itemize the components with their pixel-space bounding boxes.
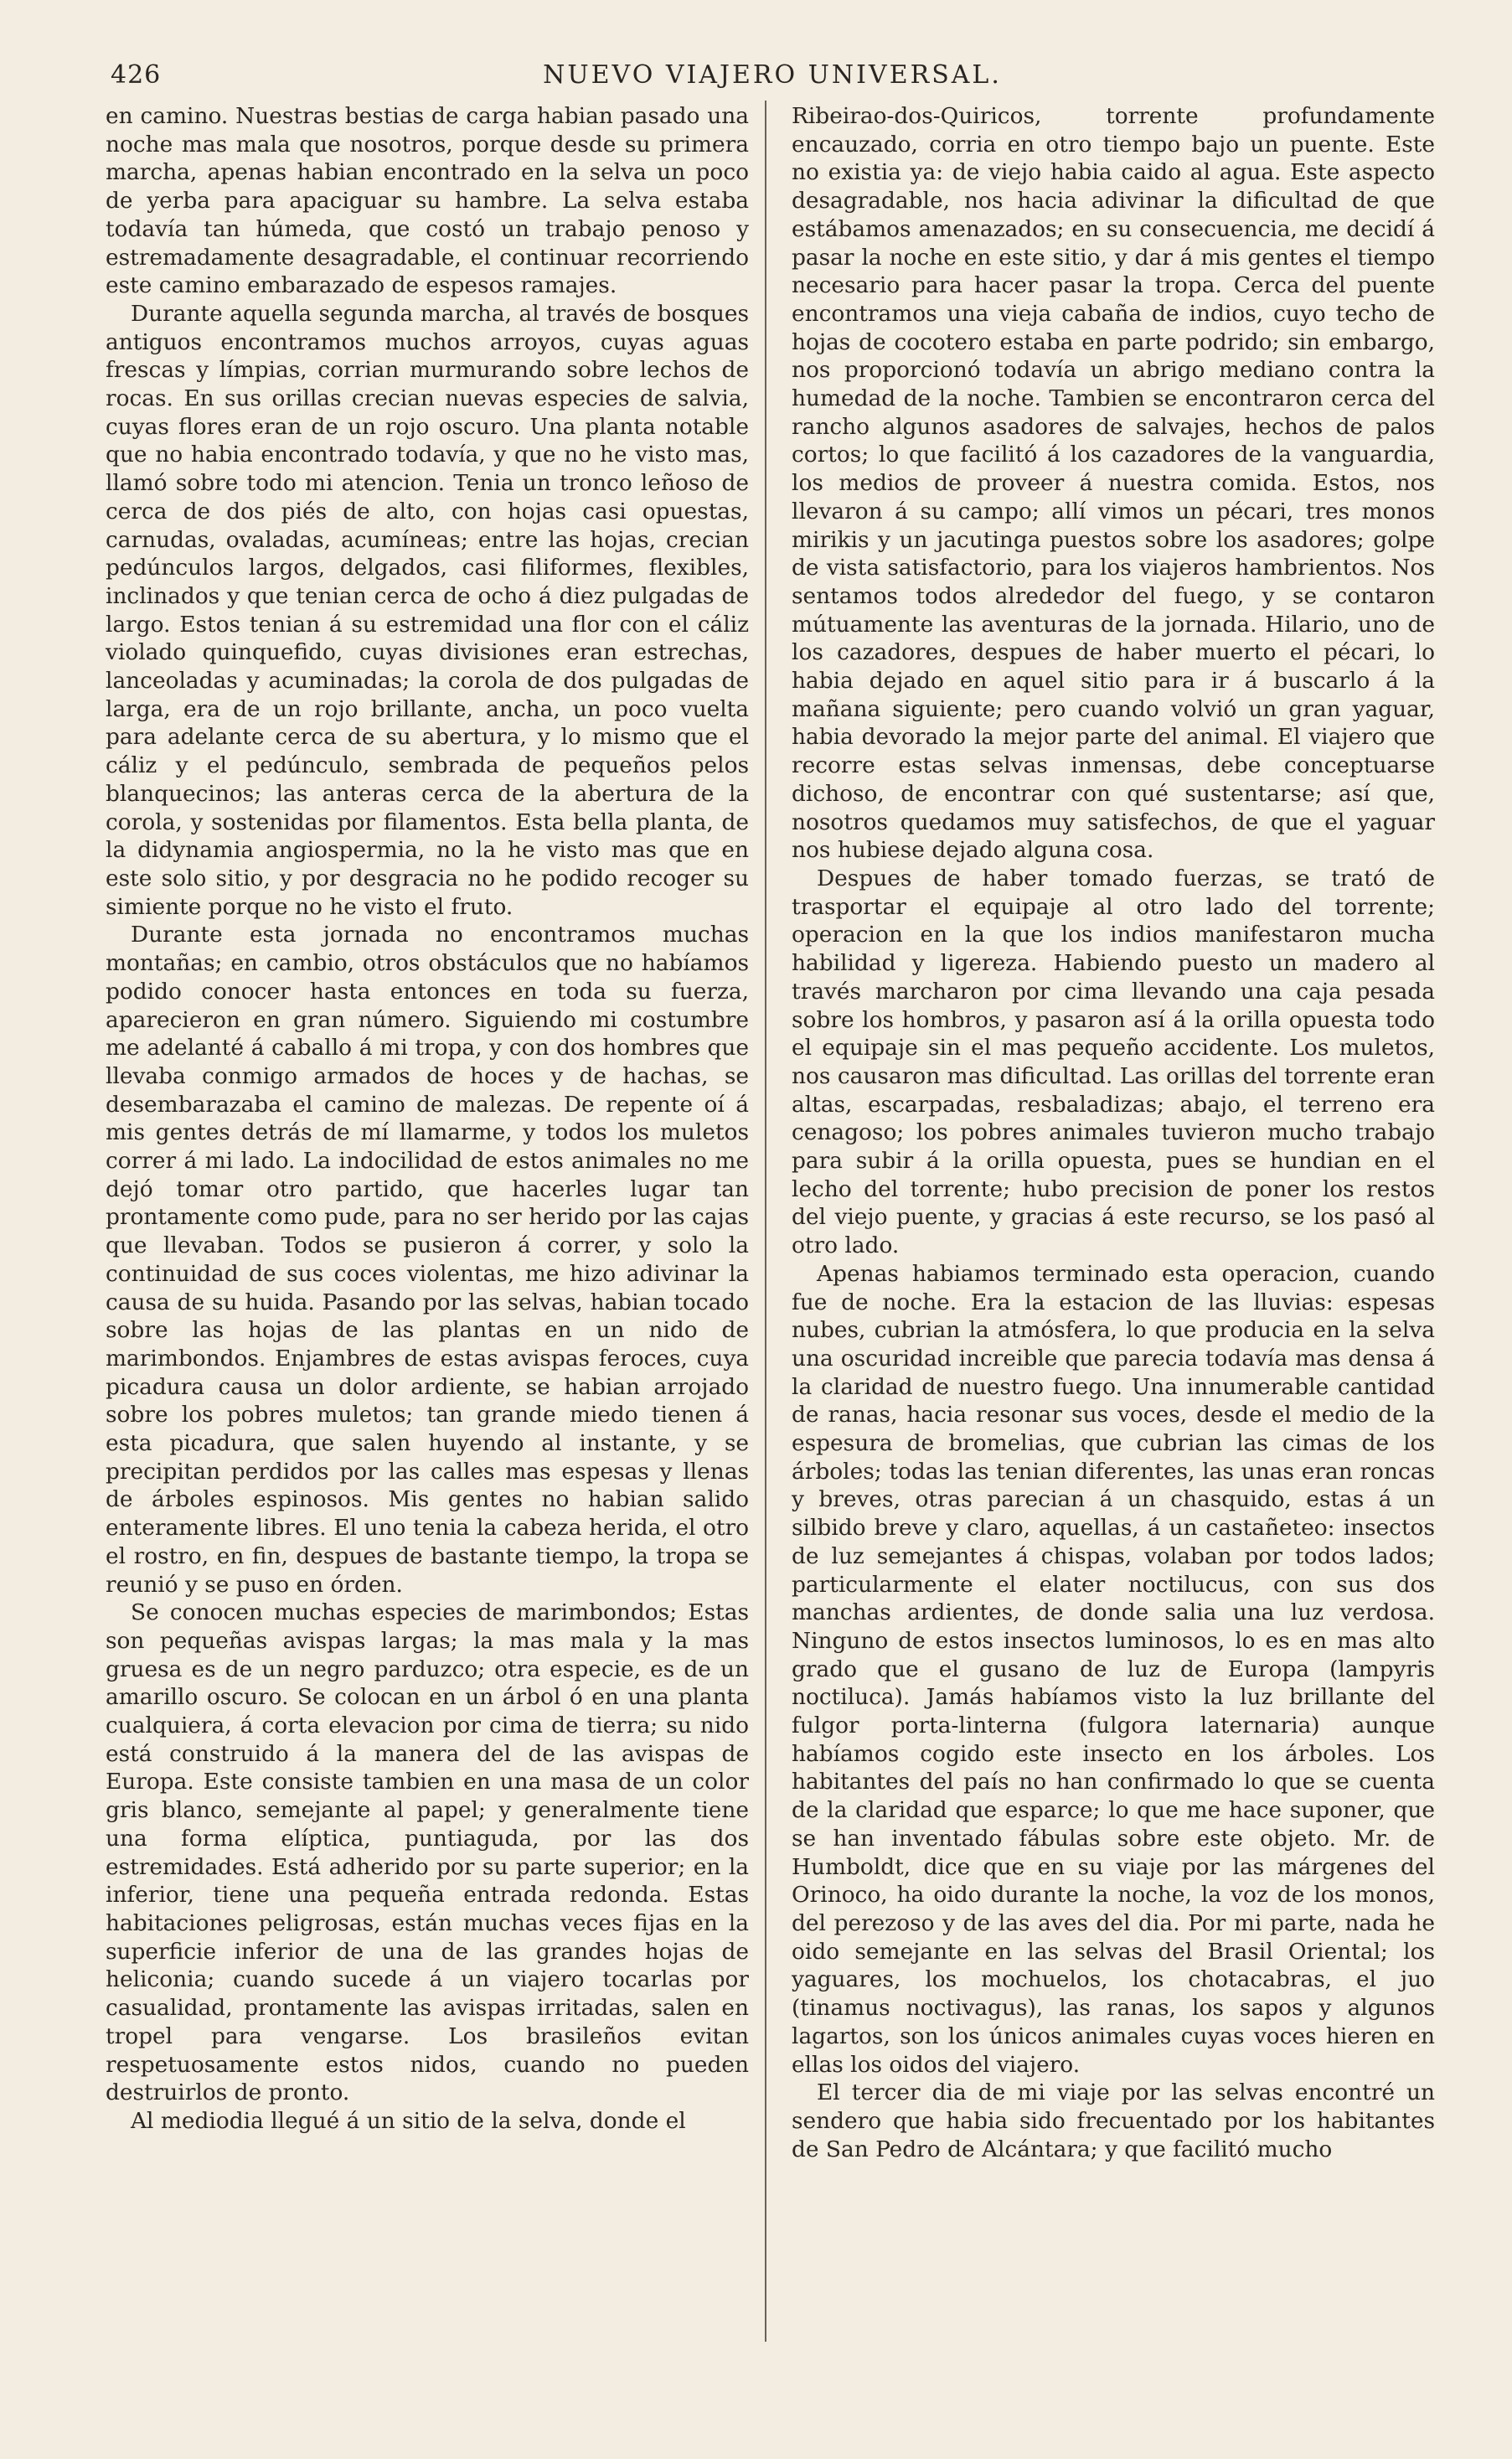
paragraph: Durante esta jornada no encontramos muchas montañas; en cambio, otros obstáculos que no habíamos podido conocer hasta entonces en toda su fuerza, aparecieron en gran número. Siguiendo mi costumbre me adelanté á caballo á mi tropa, y con dos hombres que llevaba conmigo armados de hoces y de hachas, se desembarazaba el camino de malezas. De repente oí á mis gentes detrás de mí llamarme, y todos los muletos correr á mi lado. La indocilidad de estos animales no me dejó tomar otro partido, que hacerles lugar tan prontamente como pude, para no ser herido por las cajas que llevaban. Todos se pusieron á correr, y solo la continuidad de sus coces violentas, me hizo adivinar la causa de su huida. Pasando por las selvas, habian tocado sobre las hojas de las plantas en un nido de marimbondos. Enjambres de estas avispas feroces, cuya picadura causa un dolor ardiente, se habian arrojado sobre los pobres muletos; tan grande miedo tienen á esta picadura, que salen huyendo al instante, y se precipitan perdidos por las calles mas espesas y llenas de árboles espinosos. Mis gentes no habian salido enteramente libres. El uno tenia la cabeza herida, el otro el rostro, en fin, despues de bastante tiempo, la tropa se reunió y se puso en órden. [106,922,749,1598]
running-title: NUEVO VIAJERO UNIVERSAL. [543,60,1002,90]
paragraph: Apenas habiamos terminado esta operacion, cuando fue de noche. Era la estacion de las lluvias: espesas nubes, cubrian la atmósfera, lo que producia en la selva una oscuridad increible que parecia todavía mas densa á la claridad de nuestro fuego. Una innumerable cantidad de ranas, hacia resonar sus voces, desde el medio de la espesura de bromelias, que cubrian las cimas de los árboles; todas las tenian diferentes, las unas eran roncas y breves, otras parecian á un chasquido, estas á un silbido breve y claro, aquellas, á un castañeteo: insectos de luz semejantes á chispas, volaban por todos lados; particularmente el elater noctilucus, con sus dos manchas ardientes, de donde salia una luz verdosa. Ninguno de estos insectos luminosos, lo es en mas alto grado que el gusano de luz de Europa (lampyris noctiluca). Jamás habíamos visto la luz brillante del fulgor porta-linterna (fulgora laternaria) aunque habíamos cogido este insecto en los árboles. Los habitantes del país no han confirmado lo que se cuenta de la claridad que esparce; lo que me hace suponer, que se han inventado fábulas sobre este objeto. Mr. de Humboldt, dice que en su viaje por las márgenes del Orinoco, ha oido durante la noche, la voz de los monos, del perezoso y de las aves del dia. Por mi parte, nada he oido semejante en las selvas del Brasil Oriental; los yaguares, los mochuelos, los chotacabras, el juo (tinamus noctivagus), las ranas, los sapos y algunos lagartos, son los únicos animales cuyas voces hieren en ellas los oidos del viajero. [792,1260,1435,2078]
page-header [111,57,1434,104]
paragraph: Se conocen muchas especies de marimbondos; Estas son pequeñas avispas largas; la mas mala y la mas gruesa es de un negro parduzco; otra especie, es de un amarillo oscuro. Se colocan en un árbol ó en una planta cualquiera, á corta elevacion por cima de tierra; su nido está construido á la manera del de las avispas de Europa. Este consiste tambien en una masa de un color gris blanco, semejante al papel; y generalmente tiene una forma elíptica, puntiaguda, por las dos estremidades. Está adherido por su parte superior; en la inferior, tiene una pequeña entrada redonda. Estas habitaciones peligrosas, están muchas veces fijas en la superficie inferior de una de las grandes hojas de heliconia; cuando sucede á un viajero tocarlas por casualidad, prontamente las avispas irritadas, salen en tropel para vengarse. Los brasileños evitan respetuosamente estos nidos, cuando no pueden destruirlos de pronto. [106,1599,749,2106]
paragraph: Ribeirao-dos-Quiricos, torrente profundamente encauzado, corria en otro tiempo bajo un puente. Este no existia ya: de viejo habia caido al agua. Este aspecto desagradable, nos hacia adivinar la dificultad de que estábamos amenazados; en su consecuencia, me decidí á pasar la noche en este sitio, y dar á mis gentes el tiempo necesario para hacer pasar la tropa. Cerca del puente encontramos una vieja cabaña de indios, cuyo techo de hojas de cocotero estaba en parte podrido; sin embargo, nos proporcionó todavía un abrigo mediano contra la humedad de la noche. Tambien se encontraron cerca del rancho algunos asadores de salvajes, hechos de palos cortos; lo que facilitó á los cazadores de la vanguardia, los medios de proveer á nuestra comida. Estos, nos llevaron á su campo; allí vimos un pécari, tres monos mirikis y un jacutinga puestos sobre los asadores; golpe de vista satisfactorio, para los viajeros hambrientos. Nos sentamos todos alrededor del fuego, y se contaron mútuamente las aventuras de la jornada. Hilario, uno de los cazadores, despues de haber muerto el pécari, lo habia dejado en aquel sitio para ir á buscarlo á la mañana siguiente; pero cuando volvió un gran yaguar, habia devorado la mejor parte del animal. El viajero que recorre estas selvas inmensas, debe conceptuarse dichoso, de encontrar con qué sustentarse; así que, nosotros quedamos muy satisfechos, de que el yaguar nos hubiese dejado alguna cosa. [792,103,1435,864]
paragraph: Al mediodia llegué á un sitio de la selva, donde el [131,2107,686,2134]
paragraph: Durante aquella segunda marcha, al través de bosques antiguos encontramos muchos arroyos, cuyas aguas frescas y límpias, corrian murmurando sobre lechos de rocas. En sus orillas crecian nuevas especies de salvia, cuyas flores eran de un rojo oscuro. Una planta notable que no habia encontrado todavía, y que no he visto mas, llamó sobre todo mi atencion. Tenia un tronco leñoso de cerca de dos piés de alto, con hojas casi opuestas, carnudas, ovaladas, acumíneas; entre las hojas, crecian pedúnculos largos, delgados, casi filiformes, flexibles, inclinados y que tenian cerca de ocho á diez pulgadas de largo. Estos tenian á su estremidad una flor con el cáliz violado quinquefido, cuyas divisiones eran estrechas, lanceoladas y acuminadas; la corola de dos pulgadas de larga, era de un rojo brillante, ancha, un poco vuelta para adelante cerca de su abertura, y lo mismo que el cáliz y el pedúnculo, sembrada de pequeños pelos blanquecinos; las anteras cerca de la abertura de la corola, y sostenidas por filamentos. Esta bella planta, de la didynamia angiospermia, no la he visto mas que en este solo sitio, y por desgracia no he podido recoger su simiente porque no he visto el fruto. [106,300,749,920]
column-divider [765,101,766,2342]
paragraph: Despues de haber tomado fuerzas, se trató de trasportar el equipaje al otro lado del torrente; operacion en la que los indios manifestaron mucha habilidad y ligereza. Habiendo puesto un madero al través marcharon por cima llevando una caja pesada sobre los hombros, y pasaron así á la orilla opuesta todo el equipaje sin el mas pequeño accidente. Los muletos, nos causaron mas dificultad. Las orillas del torrente eran altas, escarpadas, resbaladizas; abajo, el terreno era cenagoso; los pobres animales tuvieron mucho trabajo para subir á la orilla opuesta, pues se hundian en el lecho del torrente; hubo precision de poner los restos del viejo puente, y gracias á este recurso, se los pasó al otro lado. [792,865,1435,1259]
page-number: 426 [111,60,162,90]
paragraph: en camino. Nuestras bestias de carga habian pasado una noche mas mala que nosotros, porque desde su primera marcha, apenas habian encontrado en la selva un poco de yerba para apaciguar su hambre. La selva estaba todavía tan húmeda, que costó un trabajo penoso y estremadamente desagradable, el continuar recorriendo este camino embarazado de espesos ramajes. [106,103,749,299]
left-column [106,102,749,2136]
right-column [792,102,1435,2163]
paragraph: El tercer dia de mi viaje por las selvas encontré un sendero que habia sido frecuentado por los habitantes de San Pedro de Alcántara; y que facilitó mucho [792,2079,1435,2162]
